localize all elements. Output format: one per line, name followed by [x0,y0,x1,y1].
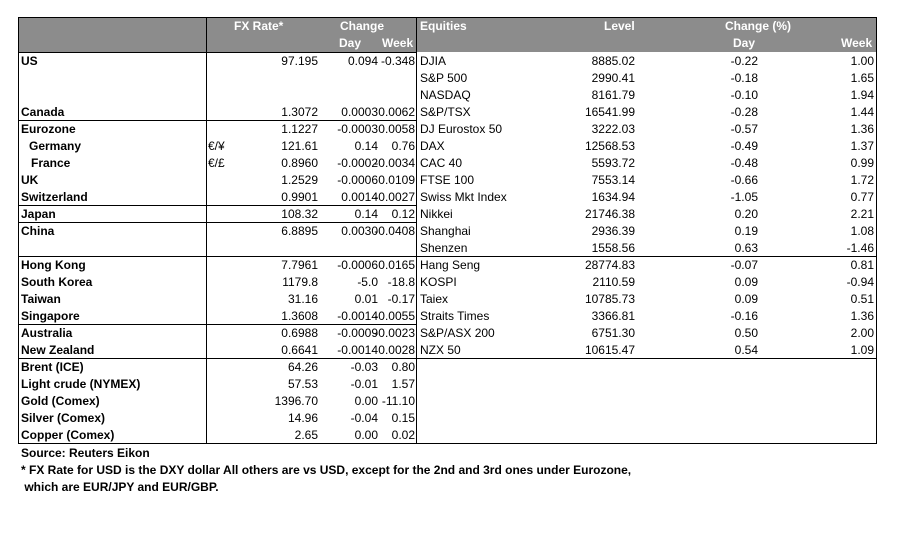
header-change-pct: Change (%) [725,19,791,33]
cell-eqweek: -0.94 [846,275,874,289]
table-row [19,155,876,172]
cell-fxweek: -18.8 [387,275,415,289]
cell-level: 10785.73 [584,292,635,306]
cell-level [559,359,635,376]
cell-fxday: 0.14 [354,207,378,221]
cell-country: France [31,156,71,170]
cell-level: 8161.79 [591,88,635,102]
cell-fxweek: -11.10 [381,394,415,408]
cell-fxday: -0.0014 [337,343,378,357]
cell-fxday: 0.094 [347,54,378,68]
cell-fxday: -0.0006 [337,258,378,272]
table-row [19,291,876,308]
cell-eqday: -0.57 [730,122,758,136]
cell-eqday: 0.09 [734,292,758,306]
cell-eq: DJIA [420,54,447,68]
cell-eq: FTSE 100 [420,173,475,187]
table-row [19,274,876,291]
row-divider [19,324,416,325]
cell-country: China [21,224,55,238]
cell-country: US [21,54,38,68]
cell-eqday [659,376,758,393]
cell-eqday: -0.18 [730,71,758,85]
cell-level: 21746.38 [584,207,635,221]
cell-country: Canada [21,105,65,119]
cell-level: 16541.99 [584,105,635,119]
cell-note [208,410,232,427]
cell-fxweek: -0.17 [387,292,415,306]
cell-eqday: 0.50 [734,326,758,340]
cell-fx: 1396.70 [274,394,318,408]
header-change: Change [340,19,385,33]
cell-country: Gold (Comex) [21,394,100,408]
cell-country: Copper (Comex) [21,428,115,442]
row-divider [19,52,416,53]
header-level: Level [604,19,635,33]
source-note: Source: Reuters Eikon [21,446,150,460]
cell-fxweek: 0.0028 [378,343,415,357]
cell-eqweek: 1.08 [850,224,874,238]
cell-country: UK [21,173,39,187]
cell-fx: 14.96 [287,411,318,425]
cell-note [208,172,232,189]
cell-fxweek: -0.0023 [374,326,415,340]
cell-note [208,53,232,70]
cell-note [208,121,232,138]
cell-fxweek: -0.0055 [374,309,415,323]
cell-eqday: 0.20 [734,207,758,221]
table-row [19,138,876,155]
table-row [19,223,876,240]
cell-note [208,359,232,376]
cell-eq: Shanghai [420,224,471,238]
cell-fx: 31.16 [287,292,318,306]
cell-eqday [659,410,758,427]
cell-fxweek: -0.0034 [374,156,415,170]
row-divider [19,205,416,206]
cell-note [208,87,232,104]
cell-eqday: -0.66 [730,173,758,187]
cell-eqweek: 0.51 [850,292,874,306]
header-day: Day [339,36,362,50]
cell-eqday: 0.54 [734,343,758,357]
cell-fxday: -0.0003 [337,122,378,136]
cell-eq: NZX 50 [420,343,461,357]
table-row [19,427,876,444]
table-row [19,359,876,376]
cell-fx: 121.61 [281,139,318,153]
cell-eqweek: 2.00 [850,326,874,340]
cell-fx [234,240,318,257]
cell-eq: S&P 500 [420,71,468,85]
cell-eqday: 0.63 [734,241,758,255]
row-divider [19,256,876,257]
cell-fxweek: 0.0058 [378,122,415,136]
cell-fxday: 0.00 [354,428,378,442]
cell-fx: 1.1227 [281,122,318,136]
cell-eqweek: -1.46 [846,241,874,255]
table-row [19,53,876,70]
cell-fxweek: -0.0027 [374,190,415,204]
table-row [19,172,876,189]
cell-eqweek: 1.65 [850,71,874,85]
cell-fx: 1.3608 [281,309,318,323]
cell-fxday: 0.14 [354,139,378,153]
cell-eq: Straits Times [420,309,490,323]
table-row [19,240,876,257]
row-divider [19,120,416,121]
cell-fx: 97.195 [281,54,318,68]
cell-note [208,376,232,393]
cell-eqday: -0.10 [730,88,758,102]
cell-level: 2990.41 [591,71,635,85]
cell-eqweek: 1.94 [850,88,874,102]
table-row [19,308,876,325]
cell-eqday: -0.22 [730,54,758,68]
cell-country: Eurozone [21,122,76,136]
cell-country [21,70,201,87]
cell-level: 3222.03 [591,122,635,136]
cell-note [208,274,232,291]
cell-fx: 64.26 [287,360,318,374]
cell-country: Switzerland [21,190,88,204]
cell-fxday: 0.0003 [341,105,378,119]
cell-eq: Taiex [420,292,449,306]
cell-fx: 6.8895 [281,224,318,238]
cell-level: 5593.72 [591,156,635,170]
cell-note [208,427,232,444]
cell-eqday: 0.09 [734,275,758,289]
cell-country: Singapore [21,309,80,323]
table-row [19,257,876,274]
cell-eq: DJ Eurostox 50 [420,122,503,136]
cell-fxweek: 0.15 [391,411,415,425]
cell-level: 28774.83 [584,258,635,272]
cell-fxweek: -0.0408 [374,224,415,238]
cell-fxday: -0.0002 [337,156,378,170]
cell-note [208,393,232,410]
table-row [19,87,876,104]
cell-note [208,257,232,274]
cell-country: Light crude (NYMEX) [21,377,141,391]
cell-level [559,427,635,444]
cell-eq [420,376,570,393]
cell-fx: 1179.8 [282,275,318,289]
cell-eq [420,359,570,376]
cell-eq: KOSPI [420,275,457,289]
cell-eqday: -0.16 [730,309,758,323]
table-row [19,393,876,410]
cell-fxweek: 0.12 [391,207,415,221]
cell-fxday: 0.01 [354,292,378,306]
cell-eq: DAX [420,139,445,153]
cell-eqday: 0.19 [734,224,758,238]
cell-level: 10615.47 [584,343,635,357]
header-day-pct: Day [733,36,756,50]
cell-fxday: -5.0 [357,275,378,289]
cell-eq: Nikkei [420,207,453,221]
cell-eqday [659,393,758,410]
cell-eq [420,427,570,444]
cell-country: Japan [21,207,56,221]
header-equities: Equities [420,19,467,33]
cell-note [208,104,232,121]
cell-fx: 7.7961 [281,258,318,272]
table-row [19,70,876,87]
cell-country [21,87,201,104]
cell-eqday: -0.49 [730,139,758,153]
cell-note [208,206,232,223]
cell-eq: S&P/ASX 200 [420,326,495,340]
cell-fx: 2.65 [294,428,318,442]
cell-eqweek: 1.36 [850,309,874,323]
header-week-pct: Week [841,36,873,50]
market-summary-table [18,17,877,444]
cell-note [208,70,232,87]
cell-eq: NASDAQ [420,88,471,102]
cell-note [208,325,232,342]
row-divider [19,222,416,223]
cell-level: 8885.02 [591,54,635,68]
cell-fx: 0.6641 [281,343,318,357]
cell-eqweek: 0.81 [850,258,874,272]
cell-fx: 57.53 [287,377,318,391]
cell-eqweek: 1.36 [850,122,874,136]
cell-fx: 108.32 [281,207,318,221]
table-row [19,189,876,206]
cell-eqweek: 0.99 [850,156,874,170]
cell-country: Germany [29,139,82,153]
cell-fxday: -0.01 [350,377,378,391]
cell-fxday: -0.0009 [337,326,378,340]
cell-note [208,342,232,359]
cell-country: Hong Kong [21,258,86,272]
cell-eqday [659,359,758,376]
cell-eqweek: 1.09 [850,343,874,357]
table-row [19,104,876,121]
cell-eqday [659,427,758,444]
cell-country [21,240,201,257]
cell-level [559,410,635,427]
cell-eq [420,410,570,427]
cell-fx: 1.2529 [281,173,318,187]
cell-fxweek: 0.0165 [378,258,415,272]
table-row [19,376,876,393]
footer-notes [21,445,631,496]
table-row [19,121,876,138]
cell-note [208,308,232,325]
cell-fxday: -0.03 [350,360,378,374]
cell-eqweek: 1.37 [850,139,874,153]
cell-fx: 1.3072 [281,105,318,119]
cell-country: South Korea [21,275,93,289]
cell-fxweek [359,240,415,257]
table-row [19,410,876,427]
cell-eq: S&P/TSX [420,105,471,119]
cell-eqweek: 1.44 [850,105,874,119]
cell-eqday: -1.05 [730,190,758,204]
cell-eqday: -0.07 [730,258,758,272]
table-row [19,342,876,359]
cell-level: 3366.81 [591,309,635,323]
cell-fxday: -0.0014 [337,309,378,323]
cell-level [559,393,635,410]
cell-note [208,291,232,308]
cell-eqweek: 1.00 [850,54,874,68]
cell-fx: 0.8960 [281,156,318,170]
fx-footnote: * FX Rate for USD is the DXY dollar All others are vs USD, except for the 2nd and 3rd ones under Eurozone, [21,463,632,477]
cell-fx: 0.6988 [281,326,318,340]
header-fx-rate: FX Rate* [234,19,284,33]
cell-fxday: 0.0030 [341,224,378,238]
cell-eqweek [799,410,874,427]
cell-level: 2110.59 [592,275,635,289]
cell-eqweek: 2.21 [850,207,874,221]
cell-eq: Swiss Mkt Index [420,190,507,204]
cell-fxday: -0.04 [350,411,378,425]
cell-country: Brent (ICE) [21,360,84,374]
cell-fxday: -0.0006 [337,173,378,187]
cell-fxweek: 0.80 [391,360,415,374]
cell-fx: 0.9901 [281,190,318,204]
cell-fx [234,70,318,87]
cell-fxweek: 0.76 [391,139,415,153]
cell-eqweek [799,359,874,376]
cell-level: 1558.56 [591,241,635,255]
cell-fxweek: 0.02 [391,428,415,442]
table-row [19,325,876,342]
cell-fxday: 0.00 [354,394,378,408]
fx-footnote-cont: which are EUR/JPY and EUR/GBP. [21,480,219,494]
cell-fxweek [359,87,415,104]
cell-note [208,189,232,206]
cell-eqday: -0.28 [730,105,758,119]
cell-fxweek: 0.0109 [378,173,415,187]
cell-eq: Hang Seng [420,258,481,272]
cell-fxweek: -0.348 [380,54,415,68]
row-divider [19,358,876,359]
cell-eqweek: 0.77 [850,190,874,204]
cell-eqweek [799,427,874,444]
cell-country: New Zealand [21,343,95,357]
cell-country: Silver (Comex) [21,411,106,425]
cell-note: €/£ [208,156,225,170]
cell-fxweek: 1.57 [391,377,415,391]
cell-level: 1634.94 [591,190,635,204]
cell-eq: CAC 40 [420,156,463,170]
cell-eq: Shenzen [420,241,468,255]
cell-eqweek [799,376,874,393]
cell-note [208,223,232,240]
cell-eqweek: 1.72 [850,173,874,187]
table-header [19,18,876,52]
table-row [19,206,876,223]
cell-country: Taiwan [21,292,61,306]
cell-eq [420,393,570,410]
cell-eqday: -0.48 [730,156,758,170]
cell-fx [234,87,318,104]
cell-eqweek [799,393,874,410]
cell-fxday: 0.0014 [341,190,378,204]
cell-note: €/¥ [208,139,225,153]
cell-level: 12568.53 [584,139,635,153]
cell-level: 6751.30 [591,326,635,340]
cell-level [559,376,635,393]
cell-level: 2936.39 [591,224,635,238]
cell-note [208,240,232,257]
header-week: Week [382,36,414,50]
cell-level: 7553.14 [591,173,635,187]
cell-fxweek [359,70,415,87]
cell-country: Australia [21,326,73,340]
cell-fxweek: 0.0062 [378,105,415,119]
